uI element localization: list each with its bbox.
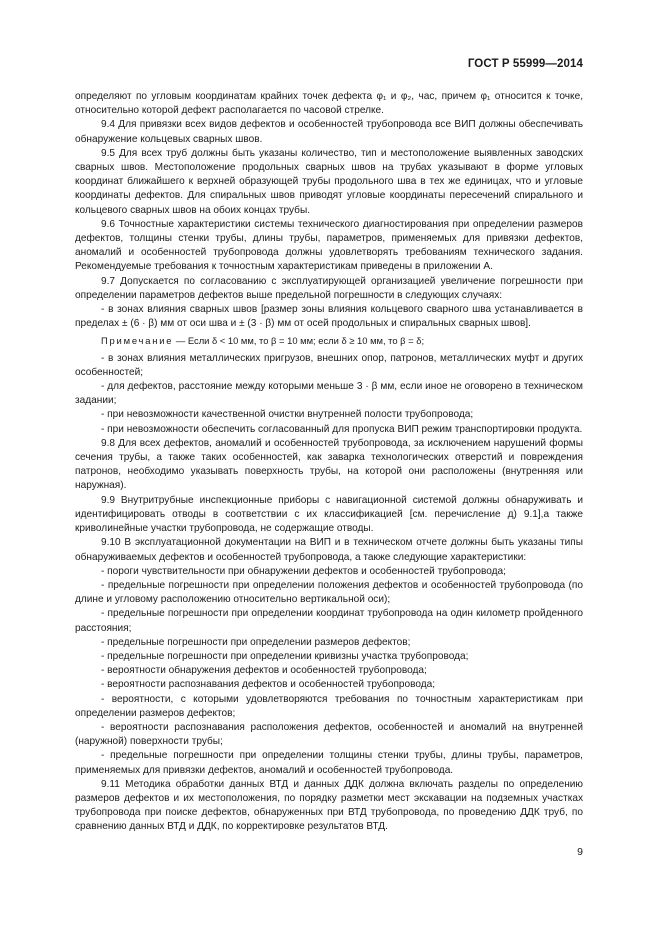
document-body [75, 90, 583, 835]
paragraph: - при невозможности обеспечить согласованный для пропуска ВИП режим транспортировки продукта. [101, 423, 583, 435]
paragraph: 9.7 Допускается по согласованию с эксплуатирующей организацией увеличение погрешности при определении параметров дефектов выше предельной погрешности в следующих случаях: [75, 275, 583, 301]
paragraph: - при невозможности качественной очистки внутренней полости трубопровода; [101, 409, 474, 421]
paragraph: - для дефектов, расстояние между которыми меньше 3 · β мм, если иное не оговорено в техническом задании; [75, 381, 583, 407]
paragraph: 9.8 Для всех дефектов, аномалий и особенностей трубопровода, за исключением нарушений формы сечения трубы, а также таких особенностей, как заварка технологических отверстий и повреждения патронов, необходимо указывать поверхность трубы, на которой они расположены (внутренняя или наружная). [75, 437, 583, 492]
note-label: Примечание [101, 335, 174, 347]
paragraph: - вероятности распознавания дефектов и особенностей трубопровода; [101, 679, 436, 691]
paragraph: 9.4 Для привязки всех видов дефектов и особенностей трубопровода все ВИП должны обеспечивать обнаружение кольцевых сварных швов. [75, 119, 583, 145]
paragraph: 9.6 Точностные характеристики системы технического диагностирования при определении размеров дефектов, толщины стенки трубы, длины трубы, параметров, применяемых для привязки дефектов, аномалий и особенностей трубопровода должны удовлетворять требованиям технического задания. Рекомендуемые требования к точностным характеристикам приведены в приложении А. [75, 218, 583, 273]
paragraph-group-1 [75, 90, 583, 331]
paragraph: - пороги чувствительности при обнаружении дефектов и особенностей трубопровода; [101, 565, 506, 577]
paragraph: - вероятности, с которыми удовлетворяются требования по точностным характеристикам при определении размеров дефектов; [75, 693, 583, 719]
paragraph: 9.9 Внутритрубные инспекционные приборы с навигационной системой должны обнаруживать и идентифицировать отводы в соответствии с их классификацией [см. перечисление д) 9.1],а также криволинейные участки трубопровода, не содержащие отводы. [75, 494, 583, 535]
paragraph: - предельные погрешности при определении положения дефектов и особенностей трубопровода (по длине и угловому расположению относительно вертикальной оси); [75, 579, 583, 606]
paragraph: - в зонах влияния металлических пригрузов, внешних опор, патронов, металлических муфт и других особенностей; [75, 352, 583, 378]
paragraph: - предельные погрешности при определении координат трубопровода на один километр пройденного расстояния; [75, 608, 583, 634]
paragraph: - предельные погрешности при определении размеров дефектов; [101, 636, 411, 648]
paragraph: 9.10 В эксплуатационной документации на ВИП и в техническом отчете должны быть указаны типы обнаруживаемых дефектов и особенностей трубопровода, а также следующие характеристики: [75, 537, 583, 563]
paragraph-group-2 [75, 352, 583, 835]
paragraph: 9.5 Для всех труб должны быть указаны количество, тип и местоположение выявленных заводских сварных швов. Местоположение продольных сварных швов на трубах указывают в форме угловых координат ближайшего к верхней образующей трубы продольного шва в тех же единицах, что и угловые координаты дефектов. Для спиральных швов приводят угловые координаты пересечений спирального и кольцевого сварных швов на обоих концах трубы. [75, 147, 583, 216]
paragraph: - вероятности распознавания расположения дефектов, особенностей и аномалий на внутренней (наружной) поверхности трубы; [75, 721, 583, 748]
paragraph: - вероятности обнаружения дефектов и особенностей трубопровода; [101, 665, 427, 677]
standard-header: ГОСТ Р 55999—2014 [467, 58, 583, 70]
paragraph: - предельные погрешности при определении толщины стенки трубы, длины трубы, параметров, применяемых для привязки дефектов, аномалий и особенностей трубопровода. [75, 750, 583, 776]
paragraph: 9.11 Методика обработки данных ВТД и данных ДДК должна включать разделы по определению размеров дефектов и их местоположения, по порядку разметки мест экскавации на подземных участках трубопровода при поиске дефектов, обнаруженных при ВТД трубопровода, по проведению ДДК труб, по сравнению данных ВТД и ДДК, по корректировке результатов ВТД. [75, 778, 583, 833]
paragraph: определяют по угловым координатам крайних точек дефекта φ₁ и φ₂, час, причем φ₁ относится к точке, относительно которой дефект располагается по часовой стрелке. [75, 91, 583, 117]
note-text: — Если δ < 10 мм, то β = 10 мм; если δ ≥ 10 мм, то β = δ; [175, 335, 425, 347]
note [75, 334, 583, 348]
paragraph: - в зонах влияния сварных швов [размер зоны влияния кольцевого сварного шва устанавливается в пределах ± (6 · β) мм от оси шва и ± (3 · β) мм от осей продольных и спиральных сварных швов]. [75, 304, 583, 330]
paragraph: - предельные погрешности при определении кривизны участка трубопровода; [101, 650, 469, 662]
page-number: 9 [577, 846, 583, 858]
